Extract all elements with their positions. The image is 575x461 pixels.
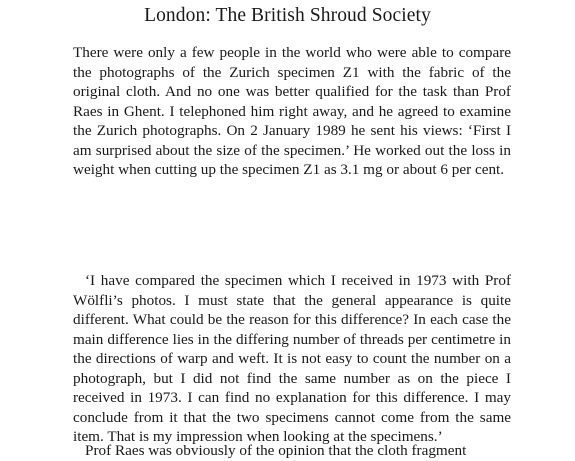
- running-head-title: London: The British Shroud Society: [144, 5, 431, 26]
- body-paragraph-2: ‘I have compared the specimen which I received in 1973 with Prof Wölfli’s photos. I must state that the general appearance is quite different. What could be the reason for this difference? In each case the main difference lies in the differing number of threads per centimetre in the directions of warp and weft. It is not easy to count the number on a photograph, but I did not find the same number as on the piece I received in 1973. I can find no explanation for this difference. I may conclude from it that the two specimens cannot come from the same item. That is my impression when looking at the specimens.’: [73, 272, 511, 445]
- body-paragraph-3: Prof Raes was obviously of the opinion that the cloth fragment: [85, 442, 467, 459]
- body-paragraph-1: There were only a few people in the world who were able to compare the photographs of the Zurich specimen Z1 with the fabric of the original cloth. And no one was better qualified for the task than Prof Raes in Ghent. I telephoned him right away, and he agreed to examine the Zurich photographs. On 2 January 1989 he sent his views: ‘First I am surprised about the size of the specimen.’ He worked out the loss in weight when cutting up the specimen Z1 as 3.1 mg or about 6 per cent.: [73, 44, 511, 178]
